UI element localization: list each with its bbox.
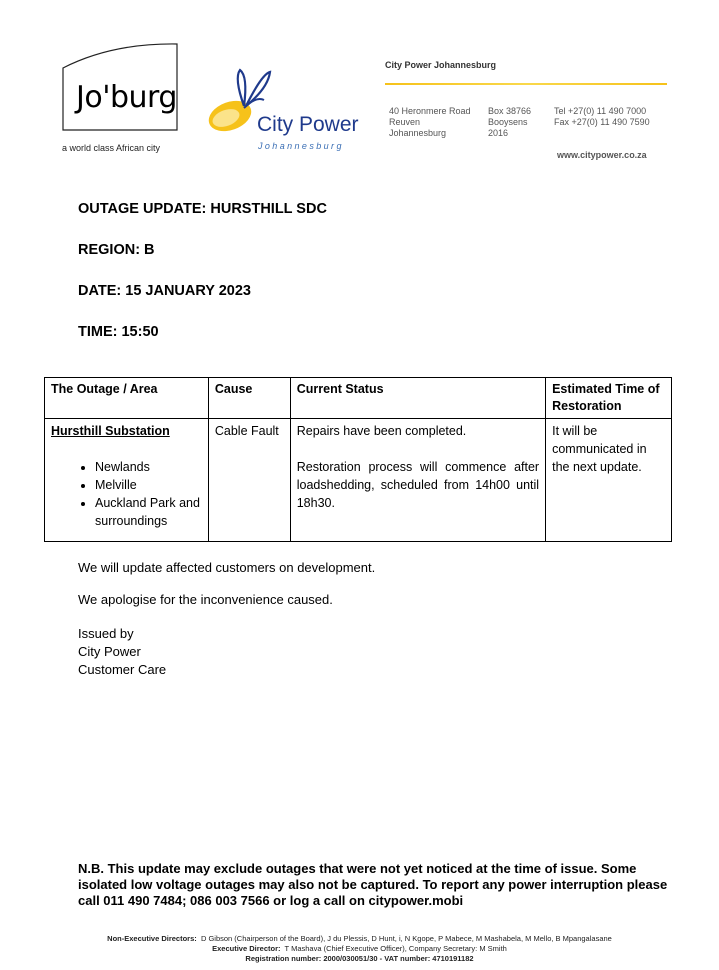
- list-item: • Melville: [95, 476, 202, 494]
- apology-paragraph: We apologise for the inconvenience caused.: [78, 592, 333, 607]
- outage-table: [44, 377, 672, 542]
- footer-exec: Executive Director: T Mashava (Chief Executive Officer), Company Secretary: M Smith: [212, 944, 507, 953]
- list-item: • Newlands: [95, 458, 202, 476]
- citypower-logo-text: City Power: [257, 113, 359, 136]
- area-list: [51, 458, 202, 530]
- header-company-name: City Power Johannesburg: [385, 60, 497, 70]
- time-title: TIME: 15:50: [78, 324, 159, 340]
- header-postal-box: Box 38766 Booysens 2016: [488, 106, 532, 138]
- table-header-row: [45, 378, 672, 419]
- citypower-logo-city: Johannesburg: [258, 141, 344, 151]
- region-title: REGION: B: [78, 242, 155, 258]
- restoration-cell: It will be communicated in the next update.: [546, 419, 672, 542]
- issued-by-block: [78, 625, 166, 679]
- nb-notice: N.B. This update may exclude outages that were not yet noticed at the time of issue. Some isolated low voltage outages may also not be captured. To report any power interruption please call 011 490 7484; 086 003 7566 or log a call on citypower.mobi: [78, 861, 668, 908]
- area-cell: [45, 419, 209, 542]
- footer-registration: Registration number: 2000/030051/30 - VAT number: 4710191182: [245, 954, 474, 963]
- status-line-1: Repairs have been completed.: [296, 424, 467, 438]
- status-cell: [290, 419, 545, 542]
- header-divider: [385, 83, 667, 85]
- outage-title: OUTAGE UPDATE: HURSTHILL SDC: [78, 201, 327, 217]
- header-status: Current Status: [290, 378, 545, 419]
- area-title: Hursthill Substation: [51, 424, 170, 438]
- list-item: • Auckland Park and surroundings: [95, 494, 202, 530]
- issued-by-line: Issued by: [78, 626, 134, 641]
- status-line-2: Restoration process will commence after loadshedding, scheduled from 14h00 until 18h30.: [296, 460, 540, 510]
- header-address: 40 Heronmere Road Reuven Johannesburg: [389, 106, 471, 138]
- cause-cell: Cable Fault: [208, 419, 290, 542]
- header-website: www.citypower.co.za: [557, 150, 647, 160]
- date-title: DATE: 15 JANUARY 2023: [78, 283, 251, 299]
- header-area: The Outage / Area: [45, 378, 209, 419]
- header-cause: Cause: [208, 378, 290, 419]
- footer-nonexec: Non-Executive Directors: D Gibson (Chairperson of the Board), J du Plessis, D Hunt, i, N Kgope, P Mabece, M Mashabela, M Mello, B Mpangalasane: [107, 934, 612, 943]
- joburg-tagline: a world class African city: [62, 143, 161, 153]
- issued-by-org: City Power: [78, 644, 141, 659]
- header-restoration: Estimated Time of Restoration: [546, 378, 672, 419]
- issued-by-dept: Customer Care: [78, 662, 167, 677]
- header-phones: Tel +27(0) 11 490 7000 Fax +27(0) 11 490 7590: [554, 106, 650, 127]
- update-paragraph: We will update affected customers on development.: [78, 560, 376, 575]
- joburg-logo-text: Jo'burg: [76, 80, 177, 115]
- table-row: [45, 419, 672, 542]
